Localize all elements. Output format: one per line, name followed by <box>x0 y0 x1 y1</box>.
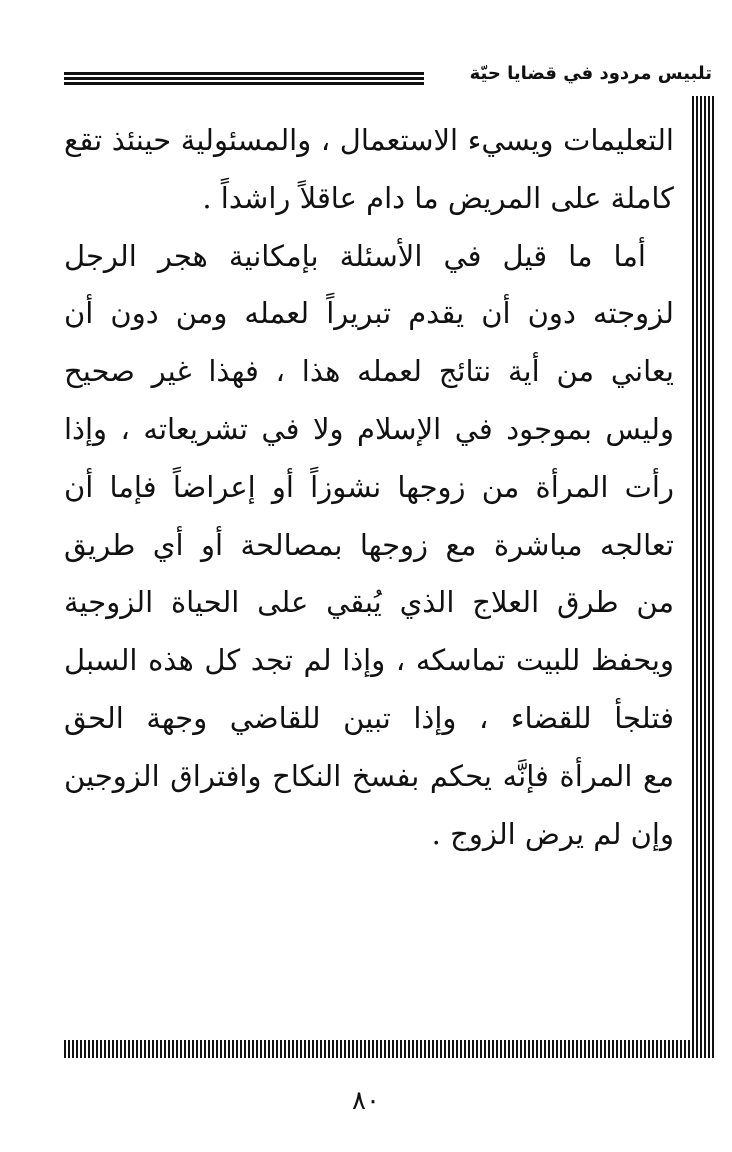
header-rule <box>64 72 424 86</box>
body-line: يعاني من أية نتائج لعمله هذا ، فهذا غير صحيح <box>64 354 674 389</box>
body-line: مع المرأة فإنَّه يحكم بفسخ النكاح وافتراق الزوجين <box>64 758 674 793</box>
running-header-title: تلبيس مردود في قضايا حيّة <box>469 63 712 84</box>
body-line: لزوجته دون أن يقدم تبريراً لعمله ومن دون أن <box>64 296 674 331</box>
body-line: وإن لم يرض الزوج . <box>431 816 674 851</box>
body-line: وليس بموجود في الإسلام ولا في تشريعاته ، وإذا <box>64 411 674 446</box>
page-number: ٨٠ <box>352 1086 380 1116</box>
body-line: أما ما قيل في الأسئلة بإمكانية هجر الرجل <box>64 238 646 273</box>
body-line: تعالجه مباشرة مع زوجها بمصالحة أو أي طريق <box>64 527 674 562</box>
side-border <box>692 96 714 1058</box>
body-line: ويحفظ للبيت تماسكه ، وإذا لم تجد كل هذه السبل <box>64 643 674 678</box>
body-line: كاملة على المريض ما دام عاقلاً راشداً . <box>202 180 674 215</box>
body-line: التعليمات ويسيء الاستعمال ، والمسئولية حينئذ تقع <box>64 123 674 157</box>
body-line: رأت المرأة من زوجها نشوزاً أو إعراضاً فإما أن <box>64 469 674 504</box>
bottom-border <box>64 1040 714 1058</box>
body-text <box>64 112 674 863</box>
body-line: فتلجأ للقضاء ، وإذا تبين للقاضي وجهة الحق <box>64 700 674 735</box>
body-line: من طرق العلاج الذي يُبقي على الحياة الزوجية <box>64 585 674 620</box>
